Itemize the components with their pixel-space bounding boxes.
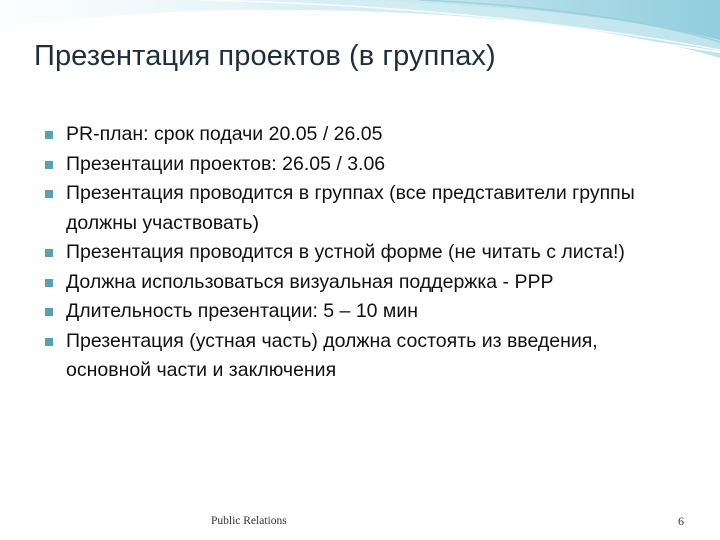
- square-bullet-icon: [45, 279, 53, 287]
- bullet-item: [44, 120, 684, 150]
- bullet-item: [44, 150, 684, 180]
- square-bullet-icon: [45, 249, 53, 257]
- bullet-text: Презентация проводится в группах (все представители группы должны участвовать): [66, 182, 635, 234]
- bullet-item: [44, 179, 684, 238]
- bullet-text: Длительность презентации: 5 – 10 мин: [66, 300, 418, 322]
- square-bullet-icon: [45, 190, 53, 198]
- square-bullet-icon: [45, 308, 53, 316]
- square-bullet-icon: [45, 161, 53, 169]
- bullet-item: [44, 297, 684, 327]
- slide-title: Презентация проектов (в группах): [34, 40, 496, 72]
- bullet-text: Презентация (устная часть) должна состоять из введения, основной части и заключения: [66, 329, 598, 381]
- square-bullet-icon: [45, 338, 53, 346]
- bullet-item: [44, 327, 684, 386]
- bullet-item: [44, 238, 684, 268]
- page-number: 6: [678, 514, 684, 528]
- square-bullet-icon: [45, 131, 53, 139]
- bullet-item: [44, 268, 684, 298]
- bullet-text: Презентации проектов: 26.05 / 3.06: [66, 152, 386, 175]
- bullet-text: Презентация проводится в устной форме (не читать с листа!): [66, 241, 625, 263]
- bullet-text: PR-план: срок подачи 20.05 / 26.05: [66, 123, 383, 145]
- bullet-list: [44, 120, 684, 386]
- bullet-text: Должна использоваться визуальная поддержка - PPP: [66, 270, 554, 293]
- footer-text: Public Relations: [211, 515, 287, 527]
